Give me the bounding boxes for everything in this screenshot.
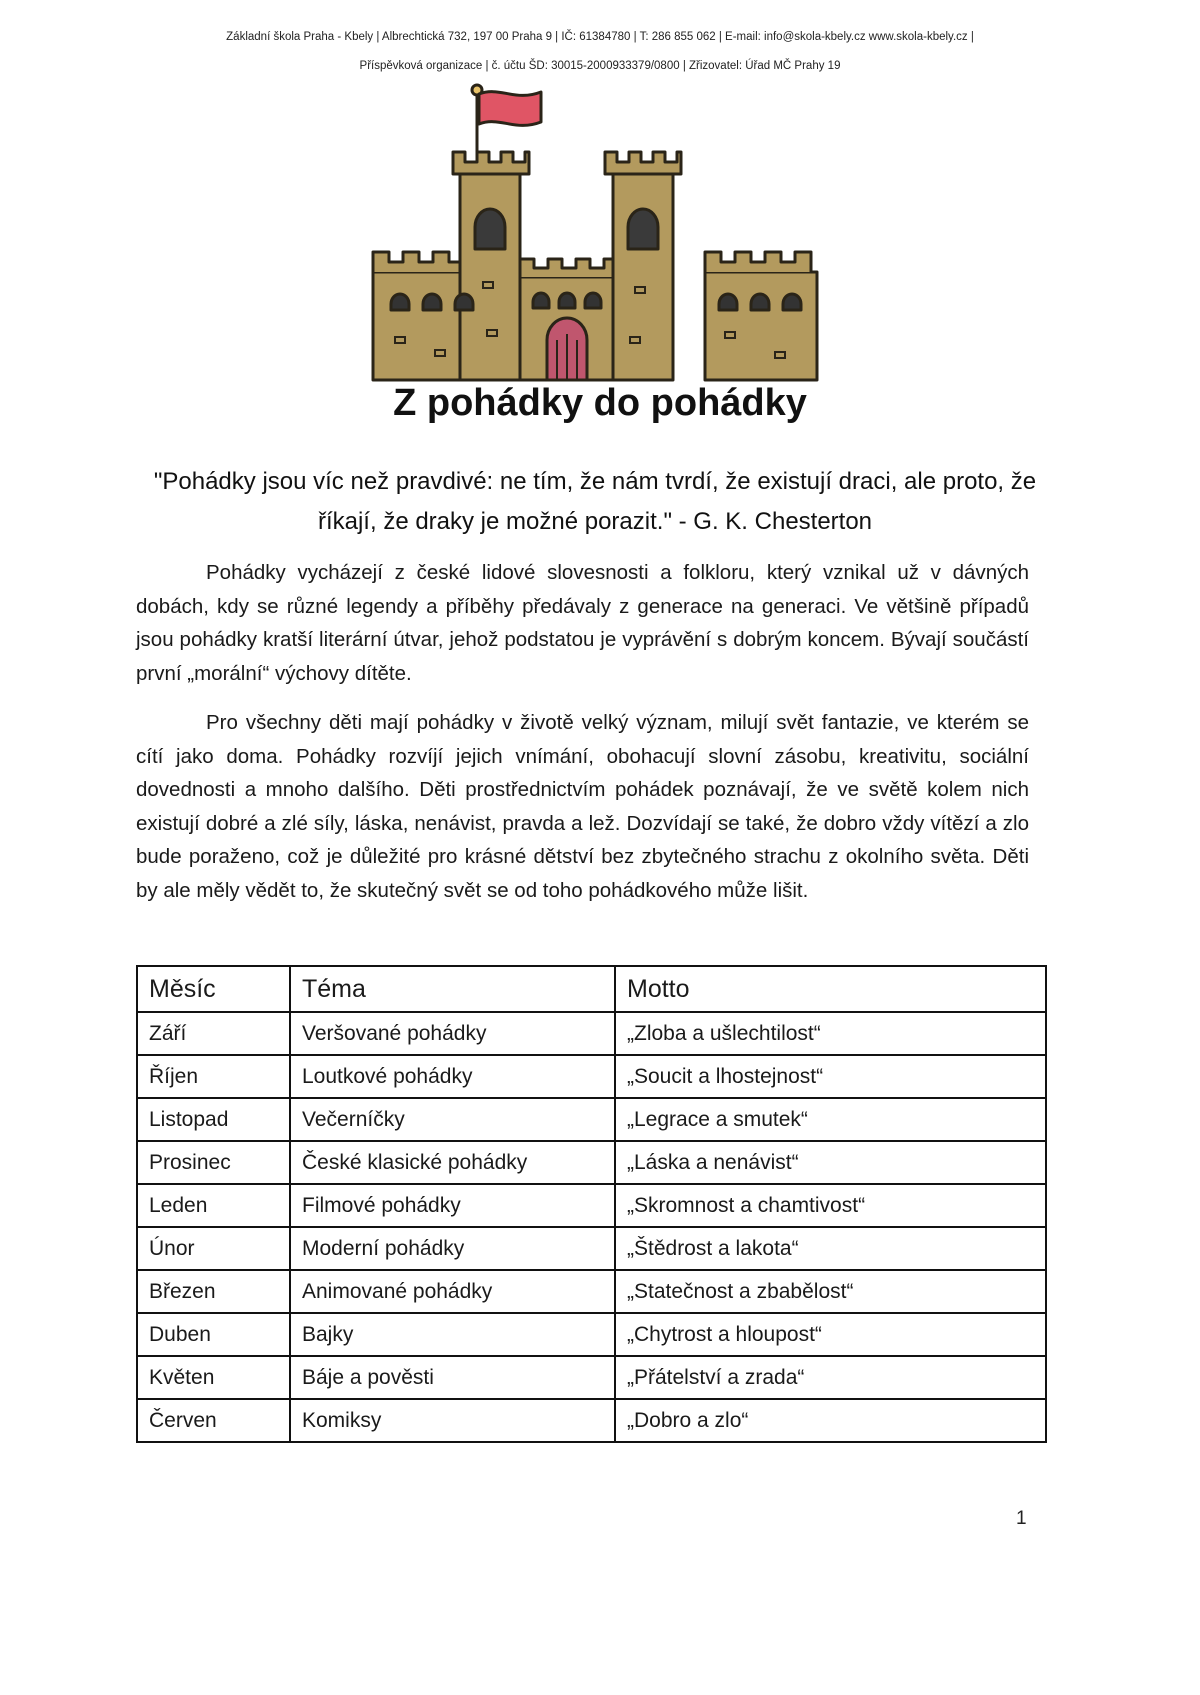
table-row [137,1313,1046,1356]
theme-cell: Moderní pohádky [290,1227,615,1270]
month-cell: Červen [137,1399,290,1442]
motto-cell: „Legrace a smutek“ [615,1098,1046,1141]
table-row [137,1270,1046,1313]
intro-paragraph-2: Pro všechny děti mají pohádky v životě velký význam, milují svět fantazie, ve kterém se cítí jako doma. Pohádky rozvíjí jejich vnímání, obohacují slovní zásobu, kreativitu, sociální dovednosti a mnoho dalšího. Děti prostřednictvím pohádek poznávají, že ve světě kolem nich existují dobré a zlé síly, láska, nenávist, pravda a lež. Dozvídají se také, že dobro vždy vítězí a zlo bude poraženo, což je důležité pro krásné dětství bez zbytečného strachu z okolního světa. Děti by ale měly vědět to, že skutečný svět se od toho pohádkového může lišit. [136,711,1029,902]
month-cell: Leden [137,1184,290,1227]
table-row [137,1356,1046,1399]
page-number: 1 [1016,1508,1027,1529]
school-header-line-2: Příspěvková organizace | č. účtu ŠD: 30015-2000933379/0800 | Zřizovatel: Úřad MČ Prahy 19 [359,60,841,72]
column-header-motto: Motto [615,966,1046,1012]
month-cell: Únor [137,1227,290,1270]
column-header-theme: Téma [290,966,615,1012]
motto-cell: „Štědrost a lakota“ [615,1227,1046,1270]
month-cell: Listopad [137,1098,290,1141]
motto-cell: „Dobro a zlo“ [615,1399,1046,1442]
theme-cell: Komiksy [290,1399,615,1442]
table-row [137,1227,1046,1270]
intro-paragraph-1: Pohádky vycházejí z české lidové slovesnosti a folkloru, který vznikal už v dávných dobách, kdy se různé legendy a příběhy předávaly z generace na generaci. Ve většině případů jsou pohádky kratší literární útvar, jehož podstatou je vyprávění s dobrým koncem. Bývají součástí první „morální“ výchovy dítěte. [136,561,1029,685]
motto-cell: „Chytrost a hloupost“ [615,1313,1046,1356]
motto-cell: „Skromnost a chamtivost“ [615,1184,1046,1227]
motto-cell: „Zloba a ušlechtilost“ [615,1012,1046,1055]
theme-cell: Loutkové pohádky [290,1055,615,1098]
motto-cell: „Soucit a lhostejnost“ [615,1055,1046,1098]
chesterton-quote: "Pohádky jsou víc než pravdivé: ne tím, že nám tvrdí, že existují draci, ale proto, že říkají, že draky je možné porazit." - G. K. Chesterton [153,468,1037,535]
theme-cell: Večerníčky [290,1098,615,1141]
month-cell: Květen [137,1356,290,1399]
month-cell: Březen [137,1270,290,1313]
theme-cell: Báje a pověsti [290,1356,615,1399]
table-row [137,1399,1046,1442]
monthly-themes-table [136,965,1047,1443]
table-row [137,1098,1046,1141]
month-cell: Duben [137,1313,290,1356]
table-header-row [137,966,1046,1012]
month-cell: Říjen [137,1055,290,1098]
castle-illustration [365,82,825,382]
month-cell: Prosinec [137,1141,290,1184]
motto-cell: „Statečnost a zbabělost“ [615,1270,1046,1313]
motto-cell: „Přátelství a zrada“ [615,1356,1046,1399]
motto-cell: „Láska a nenávist“ [615,1141,1046,1184]
table-row [137,1141,1046,1184]
theme-cell: Animované pohádky [290,1270,615,1313]
theme-cell: České klasické pohádky [290,1141,615,1184]
table-row [137,1184,1046,1227]
table-row [137,1012,1046,1055]
theme-cell: Bajky [290,1313,615,1356]
column-header-month: Měsíc [137,966,290,1012]
theme-cell: Filmové pohádky [290,1184,615,1227]
table-row [137,1055,1046,1098]
theme-cell: Veršované pohádky [290,1012,615,1055]
month-cell: Září [137,1012,290,1055]
page-title: Z pohádky do pohádky [393,382,807,424]
school-header-line-1: Základní škola Praha - Kbely | Albrechtická 732, 197 00 Praha 9 | IČ: 61384780 | T: 286 855 062 | E-mail: info@skola-kbely.cz www.skola-kbely.cz | [226,31,974,43]
